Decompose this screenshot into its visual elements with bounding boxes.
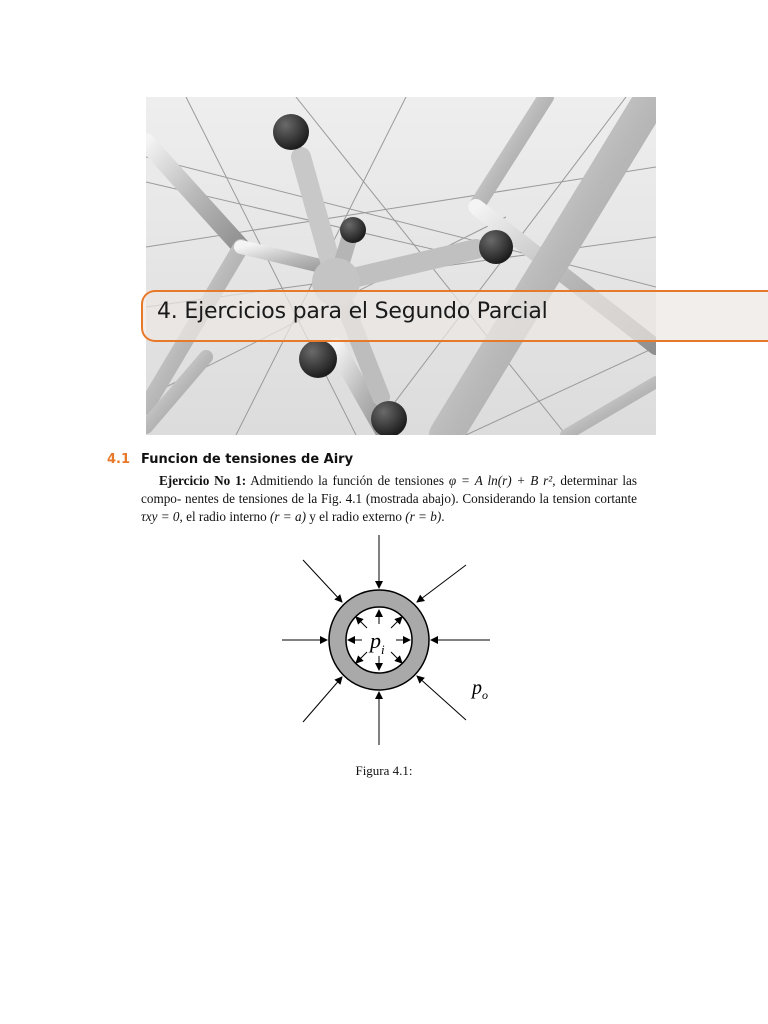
chapter-title: 4. Ejercicios para el Segundo Parcial <box>157 299 548 324</box>
outer-pressure-label: $p_o$ <box>472 677 488 702</box>
chapter-hero-image <box>146 97 656 435</box>
figure-caption: Figura 4.1: <box>355 763 413 778</box>
formula-tau: τxy = 0 <box>141 509 180 524</box>
section-heading <box>107 452 353 467</box>
formula-b: (r = b) <box>405 509 442 524</box>
exercise-text-3: , el radio interno <box>179 509 267 524</box>
exercise-text-1: Admitiendo la función de tensiones <box>250 473 445 488</box>
exercise-text-5: . <box>441 509 445 524</box>
formula-phi: φ = A ln(r) + B r² <box>448 473 553 488</box>
exercise-paragraph <box>141 472 637 526</box>
figure-cylinder-pressure <box>270 530 500 755</box>
exercise-label: Ejercicio No 1: <box>159 473 247 488</box>
formula-a: (r = a) <box>269 509 306 524</box>
exercise-text-4: y el radio externo <box>309 509 402 524</box>
molecular-model-photo <box>146 97 656 435</box>
exercise-text-2: , determinar las compo- nentes de tensiones de la Fig. 4.1 (mostrada abajo). Considerando la tension cortante <box>141 473 638 506</box>
inner-pressure-label: $p_i$ <box>370 628 385 657</box>
section-title: Funcion de tensiones de Airy <box>141 452 354 467</box>
chapter-banner <box>141 290 768 342</box>
cylinder-diagram <box>270 530 500 755</box>
section-number: 4.1 <box>107 452 131 467</box>
